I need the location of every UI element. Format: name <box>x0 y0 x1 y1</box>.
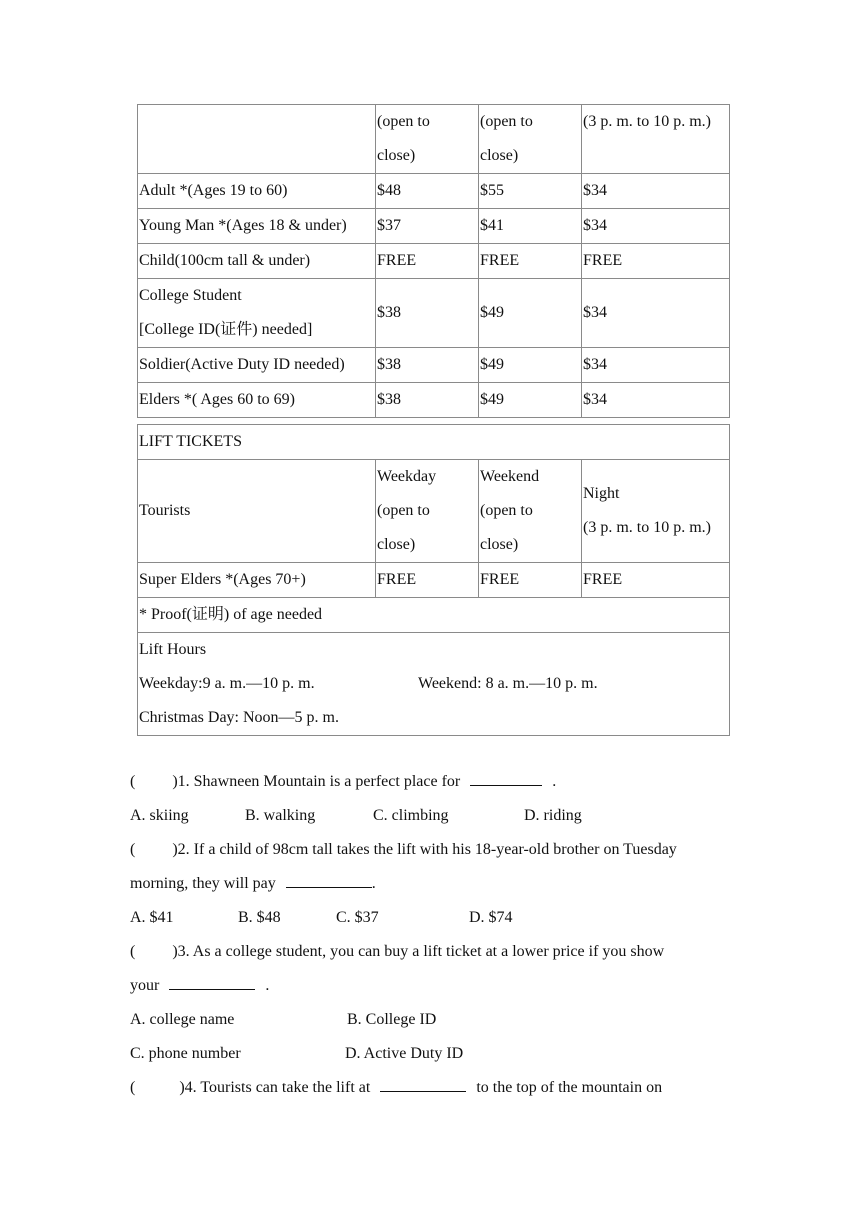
weekend-hours: Weekend: 8 a. m.—10 p. m. <box>418 675 598 692</box>
option-b: B. $48 <box>238 909 281 926</box>
night-price: $34 <box>582 279 730 348</box>
weekend-price: FREE <box>479 244 582 279</box>
question-4: ( )4. Tourists can take the lift at to the top of the mountain on <box>130 1079 663 1096</box>
weekend-price: $49 <box>479 383 582 418</box>
table-row <box>138 348 730 383</box>
night-price: $34 <box>582 174 730 209</box>
question-1: ( )1. Shawneen Mountain is a perfect place for . <box>130 773 557 790</box>
option-a: A. $41 <box>130 909 174 926</box>
question-2-options <box>130 901 730 935</box>
weekend-price: $49 <box>479 348 582 383</box>
night-price: FREE <box>582 563 730 598</box>
weekend-price: $41 <box>479 209 582 244</box>
weekday-price: $37 <box>376 209 479 244</box>
option-c: C. climbing <box>373 807 449 824</box>
question-3-options-row-2 <box>130 1037 730 1071</box>
weekday-price: FREE <box>376 563 479 598</box>
row-label: Soldier(Active Duty ID needed) <box>138 348 376 383</box>
weekend-price: FREE <box>479 563 582 598</box>
table-title-row <box>138 425 730 460</box>
weekday-price: $38 <box>376 279 479 348</box>
option-b: B. walking <box>245 807 316 824</box>
blank <box>470 771 542 786</box>
night-price: FREE <box>582 244 730 279</box>
lift-hours-title: Lift Hours <box>139 641 207 658</box>
table-row <box>138 209 730 244</box>
option-a: A. college name <box>130 1011 235 1028</box>
header-cell-empty <box>138 105 376 174</box>
question-3: ( )3. As a college student, you can buy a lift ticket at a lower price if you show <box>130 943 665 960</box>
header-cell-weekend: (open to close) <box>479 105 582 174</box>
row-label: Young Man *(Ages 18 & under) <box>138 209 376 244</box>
age-proof-note: * Proof(证明) of age needed <box>138 598 730 633</box>
table-row <box>138 383 730 418</box>
blank <box>169 975 255 990</box>
blank <box>380 1077 466 1092</box>
option-c: C. $37 <box>336 909 379 926</box>
table-header-row <box>138 105 730 174</box>
lift-hours-line <box>139 667 729 701</box>
question-2-line-2: morning, they will pay . <box>130 875 376 892</box>
weekday-price: $48 <box>376 174 479 209</box>
weekend-price: $55 <box>479 174 582 209</box>
table-row <box>138 563 730 598</box>
table-row <box>138 279 730 348</box>
header-cell-weekend: Weekend (open to close) <box>479 460 582 563</box>
table-header-row <box>138 460 730 563</box>
lift-tickets-table <box>137 424 730 736</box>
ticket-price-table <box>137 104 730 418</box>
row-label: Super Elders *(Ages 70+) <box>138 563 376 598</box>
option-a: A. skiing <box>130 807 189 824</box>
christmas-hours: Christmas Day: Noon—5 p. m. <box>139 709 339 726</box>
blank <box>286 873 372 888</box>
note-row <box>138 598 730 633</box>
question-2: ( )2. If a child of 98cm tall takes the lift with his 18-year-old brother on Tuesday <box>130 841 677 858</box>
option-d: D. Active Duty ID <box>345 1045 464 1062</box>
table-row <box>138 244 730 279</box>
row-label: Adult *(Ages 19 to 60) <box>138 174 376 209</box>
question-3-options-row-1 <box>130 1003 730 1037</box>
option-d: D. $74 <box>469 909 513 926</box>
row-label: Child(100cm tall & under) <box>138 244 376 279</box>
question-3-line-2: your . <box>130 977 270 994</box>
question-1-options <box>130 799 730 833</box>
option-b: B. College ID <box>347 1011 437 1028</box>
row-label: Elders *( Ages 60 to 69) <box>138 383 376 418</box>
row-label: College Student [College ID(证件) needed] <box>138 279 376 348</box>
night-price: $34 <box>582 209 730 244</box>
weekday-price: $38 <box>376 383 479 418</box>
header-cell-weekday: Weekday (open to close) <box>376 460 479 563</box>
option-d: D. riding <box>524 807 582 824</box>
hours-row <box>138 633 730 736</box>
header-cell-weekday: (open to close) <box>376 105 479 174</box>
weekday-hours: Weekday:9 a. m.—10 p. m. <box>139 675 315 692</box>
weekday-price: $38 <box>376 348 479 383</box>
weekday-price: FREE <box>376 244 479 279</box>
lift-hours-cell <box>138 633 730 736</box>
header-cell-night: Night (3 p. m. to 10 p. m.) <box>582 460 730 563</box>
option-c: C. phone number <box>130 1045 241 1062</box>
night-price: $34 <box>582 383 730 418</box>
night-price: $34 <box>582 348 730 383</box>
header-cell-tourists: Tourists <box>138 460 376 563</box>
header-cell-night: (3 p. m. to 10 p. m.) <box>582 105 730 174</box>
table-row <box>138 174 730 209</box>
weekend-price: $49 <box>479 279 582 348</box>
table-title: LIFT TICKETS <box>138 425 730 460</box>
